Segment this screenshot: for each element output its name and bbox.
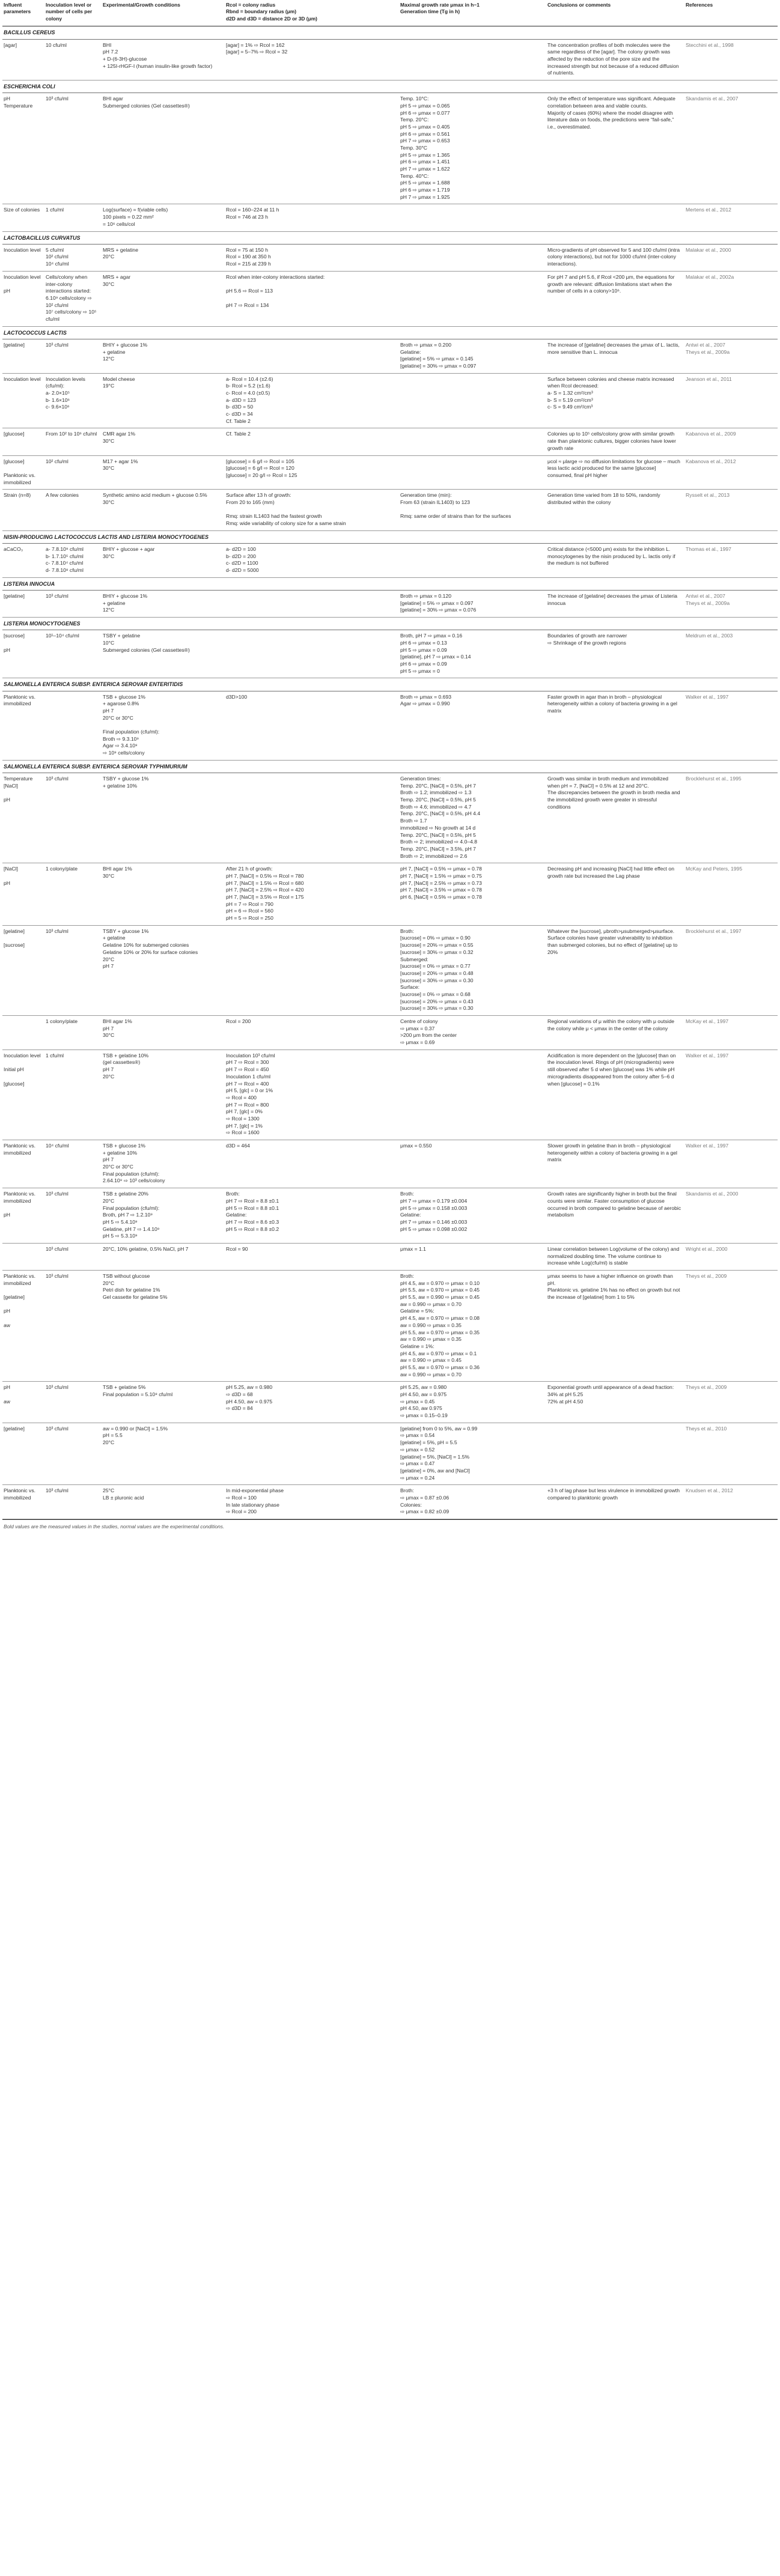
inoculation-level-cell: 10³ cfu/ml: [44, 339, 102, 373]
growth-conditions-cell: TSBY + glucose 1% + gelatine 10%: [102, 773, 225, 863]
header-max-growth-rate: Maximal growth rate μmax in h−1 Generation time (Tg in h): [399, 0, 546, 26]
influent-parameters-cell: Inoculation level Initial pH [glucose]: [2, 1050, 44, 1140]
growth-rate-cell: [399, 1050, 546, 1140]
influent-parameters-cell: [gelatine]: [2, 339, 44, 373]
colony-radius-cell: [agar] = 1% ⇨ Rcol = 162 [agar] = 5–7% ⇨ Rcol = 32: [225, 39, 399, 80]
table-row: [2, 543, 778, 577]
header-conclusions: Conclusions or comments: [546, 0, 684, 26]
inoculation-level-cell: Cells/colony when inter-colony interactions started: 6.10⁹ cells/colony ⇨ 10² cfu/ml 10⁷ cells/colony ⇨ 10⁵ cfu/ml: [44, 271, 102, 326]
growth-conditions-cell: TSB + glucose 1% + agarose 0.8% pH 7 20°C or 30°C Final population (cfu/ml): Broth ⇨ 9.3.10⁹ Agar ⇨ 3.4.10⁹ ⇨ 10⁹ cells/colony: [102, 691, 225, 760]
growth-rate-cell: [399, 428, 546, 455]
conclusions-cell: Surface between colonies and cheese matrix increased when Rcol decreased: a- S = 1.32 cm²/cm³ b- S = 5.19 cm²/cm³ c- S = 9.49 cm²/cm³: [546, 373, 684, 428]
table-row: [2, 1188, 778, 1244]
references-cell: Stecchini et al., 1998: [684, 39, 778, 80]
conclusions-cell: Slower growth in gelatine than in broth – physiological heterogeneity within a colony of bacteria growing in a gel matrix: [546, 1140, 684, 1188]
growth-conditions-cell: TSB + gelatine 10% (gel cassettes®) pH 7 20°C: [102, 1050, 225, 1140]
growth-rate-cell: Generation times: Temp. 20°C, [NaCl] = 0.5%, pH 7 Broth ⇨ 1.2; immobilized ⇨ 1.3 Temp. 20°C, [NaCl] = 0.5%, pH 5 Broth ⇨ 4.6; immobilized ⇨ 4.7 Temp. 20°C, [NaCl] = 0.5%, pH 4.4 Broth ⇨ 1.7 immobilized ⇨ No growth at 14 d Temp. 20°C, [NaCl] = 0.5%, pH 5 Broth ⇨ 2; immobilized ⇨ 4.0–4.8 Temp. 20°C, [NaCl] = 3.5%, pH 7 Broth ⇨ 2; immobilized ⇨ 2.6: [399, 773, 546, 863]
colony-radius-cell: Surface after 13 h of growth: From 20 to 165 (mm) Rmq: strain IL1403 had the fastest growth Rmq: wide variability of colony size for a same strain: [225, 490, 399, 530]
references-cell: Walker et al., 1997: [684, 1140, 778, 1188]
conclusions-cell: Faster growth in agar than in broth – physiological heterogeneity within a colony of bacteria growing in a gel matrix: [546, 691, 684, 760]
growth-rate-cell: [399, 543, 546, 577]
references-cell: Walker et al., 1997: [684, 1050, 778, 1140]
section-title: LISTERIA MONOCYTOGENES: [2, 617, 778, 630]
colony-radius-cell: Inoculation 10³ cfu/ml pH 7 ⇨ Rcol = 300 pH 7 ⇨ Rcol = 450 Inoculation 1 cfu/ml pH 7 ⇨ Rcol = 400 pH 5, [glc] = 0 or 1% ⇨ Rcol = 400 pH 7 ⇨ Rcol = 800 pH 7, [glc] = 0% ⇨ Rcol = 1300 pH 7, [glc] = 1% ⇨ Rcol = 1600: [225, 1050, 399, 1140]
conclusions-cell: [546, 1423, 684, 1485]
section-title: ESCHERICHIA COLI: [2, 80, 778, 93]
table-row: [2, 1423, 778, 1485]
section-header-row: [2, 617, 778, 630]
influent-parameters-cell: aCaCO₃: [2, 543, 44, 577]
growth-conditions-cell: 25°C LB ± pluronic acid: [102, 1485, 225, 1519]
growth-conditions-cell: BHIY + glucose 1% + gelatine 12°C: [102, 339, 225, 373]
inoculation-level-cell: Inoculation levels (cfu/ml): a- 2.0×10⁵ b- 1.6×10⁶ c- 9.6×10⁶: [44, 373, 102, 428]
growth-rate-cell: Temp. 10°C: pH 5 ⇨ μmax = 0.065 pH 6 ⇨ μmax = 0.077 Temp. 20°C: pH 5 ⇨ μmax = 0.405 pH 6 ⇨ μmax = 0.561 pH 7 ⇨ μmax = 0.653 Temp. 30°C pH 5 ⇨ μmax = 1.365 pH 6 ⇨ μmax = 1.451 pH 7 ⇨ μmax = 1.622 Temp. 40°C: pH 5 ⇨ μmax = 1.688 pH 6 ⇨ μmax = 1.719 pH 7 ⇨ μmax = 1.925: [399, 93, 546, 204]
section-header-row: [2, 678, 778, 691]
colony-radius-cell: pH 5.25, aw = 0.980 ⇨ d3D = 68 pH 4.50, aw = 0.975 ⇨ d3D = 84: [225, 1382, 399, 1423]
growth-conditions-cell: TSB + glucose 1% + gelatine 10% pH 7 20°C or 30°C Final population (cfu/ml): 2.64.10⁹ ⇨ 10³ cells/colony: [102, 1140, 225, 1188]
colony-radius-cell: Rcol = 200: [225, 1016, 399, 1050]
references-cell: Wright et al., 2000: [684, 1243, 778, 1270]
section-header-row: [2, 26, 778, 39]
influent-parameters-cell: Planktonic vs. immobilized: [2, 1485, 44, 1519]
table-row: [2, 428, 778, 455]
conclusions-cell: Growth was similar in broth medium and immobilized when pH = 7, [NaCl] = 0.5% at 12 and 20°C. The discrepancies between the growth in broth media and the immobilized growth were greater in stressful conditions: [546, 773, 684, 863]
influent-parameters-cell: [agar]: [2, 39, 44, 80]
growth-rate-cell: [399, 271, 546, 326]
conclusions-cell: Micro-gradients of pH observed for 5 and 100 cfu/ml (intra colony interactions), but not for 1000 cfu/ml (inter-colony interactions).: [546, 244, 684, 271]
table-row: [2, 244, 778, 271]
inoculation-level-cell: 1 colony/plate: [44, 863, 102, 926]
references-cell: McKay and Peters, 1995: [684, 863, 778, 926]
growth-conditions-cell: Synthetic amino acid medium + glucose 0.5% 30°C: [102, 490, 225, 530]
conclusions-cell: The increase of [gelatine] decreases the μmax of L. lactis, more sensitive than L. innocua: [546, 339, 684, 373]
influent-parameters-cell: [gelatine] [sucrose]: [2, 925, 44, 1015]
growth-rate-cell: [399, 244, 546, 271]
growth-conditions-cell: Model cheese 19°C: [102, 373, 225, 428]
influent-parameters-cell: [gelatine]: [2, 590, 44, 617]
colony-radius-cell: Rcol = 75 at 150 h Rcol = 190 at 350 h Rcol = 215 at 239 h: [225, 244, 399, 271]
growth-conditions-cell: MRS + agar 30°C: [102, 271, 225, 326]
header-influent-parameters: Influent parameters: [2, 0, 44, 26]
growth-conditions-cell: BHIY + glucose 1% + gelatine 12°C: [102, 590, 225, 617]
conclusions-cell: Growth rates are significantly higher in broth but the final counts were similar. Faster consumption of glucose occurred in broth compared to gelatine because of aerobic metabolism: [546, 1188, 684, 1244]
colony-radius-cell: a- d2D = 100 b- d2D = 200 c- d2D = 1100 d- d2D = 5000: [225, 543, 399, 577]
references-cell: Kabanova et al., 2009: [684, 428, 778, 455]
table-footnote: Bold values are the measured values in the studies, normal values are the experimental conditions.: [2, 1519, 778, 1534]
references-cell: Kabanova et al., 2012: [684, 455, 778, 490]
references-cell: Meldrum et al., 2003: [684, 630, 778, 678]
conclusions-cell: Boundaries of growth are narrower ⇨ Shrinkage of the growth regions: [546, 630, 684, 678]
references-cell: Knudsen et al., 2012: [684, 1485, 778, 1519]
inoculation-level-cell: 10² cfu/ml: [44, 455, 102, 490]
colony-radius-cell: [225, 339, 399, 373]
growth-conditions-cell: M17 + agar 1% 30°C: [102, 455, 225, 490]
inoculation-level-cell: 1 colony/plate: [44, 1016, 102, 1050]
colony-radius-cell: Broth: pH 7 ⇨ Rcol = 8.8 ±0.1 pH 5 ⇨ Rcol = 8.8 ±0.1 Gelatine: pH 7 ⇨ Rcol = 8.6 ±0.3 pH 5 ⇨ Rcol = 8.8 ±0.2: [225, 1188, 399, 1244]
colony-radius-cell: [225, 925, 399, 1015]
conclusions-cell: The concentration profiles of both molecules were the same regardless of the [agar]. The colony growth was affected by the reduction of the pore size and the increased strength but not because of a reduced diffusion of nutrients.: [546, 39, 684, 80]
growth-conditions-cell: BHI agar 1% pH 7 30°C: [102, 1016, 225, 1050]
header-inoculation-level: Inoculation level or number of cells per colony: [44, 0, 102, 26]
colony-radius-cell: [225, 590, 399, 617]
colony-radius-cell: Rcol when inter-colony interactions started: pH 5.6 ⇨ Rcol = 113 pH 7 ⇨ Rcol = 134: [225, 271, 399, 326]
growth-conditions-cell: BHI agar Submerged colonies (Gel cassettes®): [102, 93, 225, 204]
growth-rate-cell: Broth: pH 7 ⇨ μmax = 0.179 ±0.004 pH 5 ⇨ μmax = 0.158 ±0.003 Gelatine: pH 7 ⇨ μmax = 0.146 ±0.003 pH 5 ⇨ μmax = 0.098 ±0.002: [399, 1188, 546, 1244]
table-row: [2, 773, 778, 863]
influent-parameters-cell: Strain (n=8): [2, 490, 44, 530]
colony-radius-cell: [glucose] = 6 g/l ⇨ Rcol = 105 [glucose] = 6 g/l ⇨ Rcol = 120 [glucose] = 20 g/l ⇨ Rcol = 125: [225, 455, 399, 490]
colony-radius-cell: In mid-exponential phase ⇨ Rcol = 100 In late stationary phase ⇨ Rcol = 200: [225, 1485, 399, 1519]
section-title: SALMONELLA ENTERICA SUBSP. ENTERICA SEROVAR TYPHIMURIUM: [2, 760, 778, 773]
conclusions-cell: Acidification is more dependent on the [glucose] than on the inoculation level. Rings of pH (microgradients) were still observed after 5 d when [glucose] was 1% while pH microgradients disappeared from the colony after 5–6 d when [glucose] = 0.1%: [546, 1050, 684, 1140]
conclusions-cell: [546, 204, 684, 231]
section-header-row: [2, 326, 778, 339]
references-cell: McKay et al., 1997: [684, 1016, 778, 1050]
influent-parameters-cell: Inoculation level pH: [2, 271, 44, 326]
inoculation-level-cell: a- 7.8.10⁹ cfu/ml b- 1.7.10⁵ cfu/ml c- 7.8.10⁴ cfu/ml d- 7.8.10⁸ cfu/ml: [44, 543, 102, 577]
conclusions-cell: Colonies up to 10⁵ cells/colony grow with similar growth rate than planktonic cultures, bigger colonies have lower growth rate: [546, 428, 684, 455]
table-row: [2, 630, 778, 678]
growth-rate-cell: [399, 373, 546, 428]
references-cell: Walker et al., 1997: [684, 691, 778, 760]
table-row: [2, 1485, 778, 1519]
growth-conditions-cell: BHI agar 1% 30°C: [102, 863, 225, 926]
influent-parameters-cell: [2, 1016, 44, 1050]
references-cell: Brocklehurst et al., 1995: [684, 773, 778, 863]
inoculation-level-cell: 10³ cfu/ml: [44, 1423, 102, 1485]
influent-parameters-cell: [glucose] Planktonic vs. immobilized: [2, 455, 44, 490]
references-cell: Antwi et al., 2007 Theys et al., 2009a: [684, 339, 778, 373]
table-row: [2, 1243, 778, 1270]
references-cell: Skandamis et al., 2007: [684, 93, 778, 204]
growth-rate-cell: [399, 455, 546, 490]
table-row: [2, 590, 778, 617]
references-cell: Malakar et al., 2002a: [684, 271, 778, 326]
section-title: BACILLUS CEREUS: [2, 26, 778, 39]
growth-conditions-cell: MRS + gelatine 20°C: [102, 244, 225, 271]
colony-radius-cell: d3D>100: [225, 691, 399, 760]
table-row: [2, 39, 778, 80]
header-row: [2, 0, 778, 26]
section-title: SALMONELLA ENTERICA SUBSP. ENTERICA SEROVAR ENTERITIDIS: [2, 678, 778, 691]
section-header-row: [2, 231, 778, 244]
growth-rate-cell: μmax = 0.550: [399, 1140, 546, 1188]
conclusions-cell: Decreasing pH and increasing [NaCl] had little effect on growth rate but increased the Lag phase: [546, 863, 684, 926]
inoculation-level-cell: From 10² to 10⁶ cfu/ml: [44, 428, 102, 455]
growth-conditions-cell: Log(surface) = f(viable cells) 100 pixels = 0.22 mm² = 10⁶ cells/col: [102, 204, 225, 231]
conclusions-cell: μmax seems to have a higher influence on growth than pH. Planktonic vs. gelatine 1% has no effect on growth but not the increase of [gelatine] from 1 to 5%: [546, 1271, 684, 1382]
conclusions-cell: Whatever the [sucrose], μbroth>μsubmerged>μsurface. Surface colonies have greater vulnerability to inhibition than submerged colonies, but no effect of [gelatine] up to 20%: [546, 925, 684, 1015]
references-cell: Brocklehurst et al., 1997: [684, 925, 778, 1015]
colony-radius-cell: Rcol = 160–224 at 11 h Rcol = 746 at 23 h: [225, 204, 399, 231]
growth-rate-cell: Broth: pH 4.5, aw = 0.970 ⇨ μmax = 0.10 pH 5.5, aw = 0.970 ⇨ μmax = 0.45 pH 5.5, aw = 0.990 ⇨ μmax = 0.45 aw = 0.990 ⇨ μmax = 0.70 Gelatine = 5%: pH 4.5, aw = 0.970 ⇨ μmax = 0.08 aw = 0.990 ⇨ μmax = 0.35 pH 5.5, aw = 0.970 ⇨ μmax = 0.35 aw = 0.990 ⇨ μmax = 0.35 Gelatine = 1%: pH 4.5, aw = 0.970 ⇨ μmax = 0.1 aw = 0.990 ⇨ μmax = 0.45 pH 5.5, aw = 0.970 ⇨ μmax = 0.36 aw = 0.990 ⇨ μmax = 0.70: [399, 1271, 546, 1382]
conclusions-cell: Generation time varied from 18 to 50%, randomly distributed within the colony: [546, 490, 684, 530]
inoculation-level-cell: 10¹–10⁴ cfu/ml: [44, 630, 102, 678]
section-header-row: [2, 760, 778, 773]
colony-radius-cell: [225, 1423, 399, 1485]
table-body: [2, 26, 778, 1519]
table-row: [2, 691, 778, 760]
colony-radius-cell: [225, 773, 399, 863]
growth-conditions-cell: TSBY + gelatine 10°C Submerged colonies (Gel cassettes®): [102, 630, 225, 678]
colony-radius-cell: [225, 93, 399, 204]
section-title: NISIN-PRODUCING LACTOCOCCUS LACTIS AND LISTERIA MONOCYTOGENES: [2, 530, 778, 543]
influent-parameters-cell: pH Temperature: [2, 93, 44, 204]
growth-rate-cell: [399, 204, 546, 231]
section-title: LACTOCOCCUS LACTIS: [2, 326, 778, 339]
inoculation-level-cell: 10 cfu/ml: [44, 39, 102, 80]
growth-conditions-cell: 20°C, 10% gelatine, 0.5% NaCl, pH 7: [102, 1243, 225, 1270]
growth-rate-cell: pH 5.25, aw = 0.980 pH 4.50, aw = 0.975 ⇨ μmax = 0.45 pH 4.50, aw 0.975 ⇨ μmax = 0.15–0.19: [399, 1382, 546, 1423]
growth-conditions-cell: BHIY + glucose + agar 30°C: [102, 543, 225, 577]
growth-rate-cell: pH 7, [NaCl] = 0.5% ⇨ μmax = 0.78 pH 7, [NaCl] = 1.5% ⇨ μmax = 0.75 pH 7, [NaCl] = 2.5% ⇨ μmax = 0.73 pH 7, [NaCl] = 3.5% ⇨ μmax = 0.78 pH 6, [NaCl] = 0.5% ⇨ μmax = 0.78: [399, 863, 546, 926]
references-cell: Mertens et al., 2012: [684, 204, 778, 231]
inoculation-level-cell: 10³ cfu/ml: [44, 925, 102, 1015]
section-header-row: [2, 80, 778, 93]
table-row: [2, 339, 778, 373]
section-title: LACTOBACILLUS CURVATUS: [2, 231, 778, 244]
growth-rate-cell: Broth ⇨ μmax = 0.693 Agar ⇨ μmax = 0.990: [399, 691, 546, 760]
conclusions-cell: Exponential growth until appearance of a dead fraction: 34% at pH 5.25 72% at pH 4.50: [546, 1382, 684, 1423]
influent-parameters-cell: pH aw: [2, 1382, 44, 1423]
table-row: [2, 1271, 778, 1382]
table-row: [2, 93, 778, 204]
inoculation-level-cell: 10⁴ cfu/ml: [44, 1140, 102, 1188]
influent-parameters-cell: Inoculation level: [2, 373, 44, 428]
section-header-row: [2, 530, 778, 543]
table-row: [2, 863, 778, 926]
influent-parameters-cell: Planktonic vs. immobilized pH: [2, 1188, 44, 1244]
conclusions-cell: +3 h of lag phase but less virulence in immobilized growth compared to planktonic growth: [546, 1485, 684, 1519]
table-row: [2, 455, 778, 490]
growth-rate-cell: [gelatine] from 0 to 5%, aw = 0.99 ⇨ μmax = 0.54 [gelatine] = 5%, pH = 5.5 ⇨ μmax = 0.52 [gelatine] = 5%, [NaCl] = 1.5% ⇨ μmax = 0.47 [gelatine] = 0%, aw and [NaCl] ⇨ μmax = 0.24: [399, 1423, 546, 1485]
growth-rate-cell: Centre of colony ⇨ μmax = 0.37 >200 μm from the center ⇨ μmax = 0.69: [399, 1016, 546, 1050]
inoculation-level-cell: 5 cfu/ml 10² cfu/ml 10⁴ cfu/ml: [44, 244, 102, 271]
references-cell: Theys et al., 2009: [684, 1382, 778, 1423]
influent-parameters-cell: Planktonic vs. immobilized [gelatine] pH aw: [2, 1271, 44, 1382]
growth-conditions-cell: TSB without glucose 20°C Petri dish for gelatine 1% Gel cassette for gelatine 5%: [102, 1271, 225, 1382]
colony-radius-cell: a- Rcol = 10.4 (±2.6) b- Rcol = 5.2 (±1.6) c- Rcol = 4.0 (±0.5) a- d3D = 123 b- d3D = 50 c- d3D = 34 Cf. Table 2: [225, 373, 399, 428]
growth-conditions-cell: TSB ± gelatine 20% 20°C Final population (cfu/ml): Broth, pH 7 ⇨ 1.2.10⁹ pH 5 ⇨ 5.4.10⁹ Gelatine, pH 7 ⇨ 1.4.10⁹ pH 5 ⇨ 5.3.10⁹: [102, 1188, 225, 1244]
inoculation-level-cell: 10³ cfu/ml: [44, 93, 102, 204]
header-references: References: [684, 0, 778, 26]
references-cell: Jeanson et al., 2011: [684, 373, 778, 428]
table-row: [2, 925, 778, 1015]
colony-radius-cell: After 21 h of growth: pH 7, [NaCl] = 0.5% ⇨ Rcol = 780 pH 7, [NaCl] = 1.5% ⇨ Rcol = 680 pH 7, [NaCl] = 2.5% ⇨ Rcol = 420 pH 7, [NaCl] = 3.5% ⇨ Rcol = 175 pH = 7 ⇨ Rcol = 790 pH = 6 ⇨ Rcol = 560 pH = 5 ⇨ Rcol = 250: [225, 863, 399, 926]
table-row: [2, 1140, 778, 1188]
table-row: [2, 1050, 778, 1140]
references-cell: Theys et al., 2010: [684, 1423, 778, 1485]
growth-conditions-cell: aw = 0.990 or [NaCl] = 1.5% pH = 5.5 20°C: [102, 1423, 225, 1485]
table-row: [2, 271, 778, 326]
colony-radius-cell: d3D = 464: [225, 1140, 399, 1188]
influent-parameters-cell: [sucrose] pH: [2, 630, 44, 678]
growth-rate-cell: Broth: ⇨ μmax = 0.87 ±0.06 Colonies: ⇨ μmax = 0.82 ±0.09: [399, 1485, 546, 1519]
references-cell: Theys et al., 2009: [684, 1271, 778, 1382]
header-colony-radius: Rcol = colony radius Rbnd = boundary radius (μm) d2D and d3D = distance 2D or 3D (μm): [225, 0, 399, 26]
section-header-row: [2, 577, 778, 590]
conclusions-cell: Critical distance (<5000 μm) exists for the inhibition L. monocytogenes by the nisin produced by L. lactis only if the medium is not buffered: [546, 543, 684, 577]
inoculation-level-cell: 10³ cfu/ml: [44, 1243, 102, 1270]
conclusions-cell: Regional variations of μ within the colony with μ outside the colony while μ < μmax in the center of the colony: [546, 1016, 684, 1050]
growth-rate-cell: Broth: [sucrose] = 0% ⇨ μmax = 0.90 [sucrose] = 20% ⇨ μmax = 0.55 [sucrose] = 30% ⇨ μmax = 0.32 Submerged: [sucrose] = 0% ⇨ μmax = 0.77 [sucrose] = 20% ⇨ μmax = 0.48 [sucrose] = 30% ⇨ μmax = 0.30 Surface: [sucrose] = 0% ⇨ μmax = 0.68 [sucrose] = 20% ⇨ μmax = 0.43 [sucrose] = 30% ⇨ μmax = 0.30: [399, 925, 546, 1015]
growth-conditions-cell: TSB + gelatine 5% Final population = 5.10⁸ cfu/ml: [102, 1382, 225, 1423]
data-table: [2, 0, 778, 1519]
influent-parameters-cell: [gelatine]: [2, 1423, 44, 1485]
table-row: [2, 204, 778, 231]
references-cell: Thomas et al., 1997: [684, 543, 778, 577]
conclusions-cell: Linear correlation between Log(volume of the colony) and normalized doubling time. The volume continue to increase while Log(cfu/ml) is stable: [546, 1243, 684, 1270]
conclusions-cell: For pH 7 and pH 5.6, if Rcol <200 μm, the equations for growth are relevant: diffusion limitations start when the number of cells in a colony>10⁶.: [546, 271, 684, 326]
table-row: [2, 1382, 778, 1423]
inoculation-level-cell: A few colonies: [44, 490, 102, 530]
inoculation-level-cell: 1 cfu/ml: [44, 1050, 102, 1140]
references-cell: Rysselt et al., 2013: [684, 490, 778, 530]
inoculation-level-cell: 10³ cfu/ml: [44, 773, 102, 863]
growth-rate-cell: [399, 39, 546, 80]
inoculation-level-cell: [44, 691, 102, 760]
growth-rate-cell: Broth ⇨ μmax = 0.120 [gelatine] = 5% ⇨ μmax = 0.097 [gelatine] = 30% ⇨ μmax = 0.076: [399, 590, 546, 617]
inoculation-level-cell: 10³ cfu/ml: [44, 1382, 102, 1423]
section-title: LISTERIA INNOCUA: [2, 577, 778, 590]
inoculation-level-cell: 1 cfu/ml: [44, 204, 102, 231]
influent-parameters-cell: Temperature [NaCl] pH: [2, 773, 44, 863]
growth-rate-cell: μmax = 1.1: [399, 1243, 546, 1270]
conclusions-cell: μcol ≈ μlarge ⇨ no diffusion limitations for glucose – much less lactic acid produced for the same [glucose] consumed, final pH higher: [546, 455, 684, 490]
header-growth-conditions: Experimental/Growth conditions: [102, 0, 225, 26]
influent-parameters-cell: [NaCl] pH: [2, 863, 44, 926]
influent-parameters-cell: Planktonic vs. immobilized: [2, 1140, 44, 1188]
references-cell: Malakar et al., 2000: [684, 244, 778, 271]
growth-conditions-cell: CMR agar 1% 30°C: [102, 428, 225, 455]
influent-parameters-cell: Size of colonies: [2, 204, 44, 231]
influent-parameters-cell: [glucose]: [2, 428, 44, 455]
inoculation-level-cell: 10³ cfu/ml: [44, 1485, 102, 1519]
growth-rate-cell: Broth ⇨ μmax = 0.200 Gelatine: [gelatine] = 5% ⇨ μmax = 0.145 [gelatine] = 30% ⇨ μmax = 0.097: [399, 339, 546, 373]
references-cell: Antwi et al., 2007 Theys et al., 2009a: [684, 590, 778, 617]
table-row: [2, 490, 778, 530]
colony-radius-cell: Rcol = 90: [225, 1243, 399, 1270]
inoculation-level-cell: 10³ cfu/ml: [44, 590, 102, 617]
colony-radius-cell: [225, 630, 399, 678]
inoculation-level-cell: 10³ cfu/ml: [44, 1271, 102, 1382]
colony-radius-cell: [225, 1271, 399, 1382]
colony-radius-cell: Cf. Table 2: [225, 428, 399, 455]
growth-rate-cell: Generation time (min): From 63 (strain IL1403) to 123 Rmq: same order of strains than for the surfaces: [399, 490, 546, 530]
table-row: [2, 373, 778, 428]
influent-parameters-cell: Planktonic vs. immobilized: [2, 691, 44, 760]
inoculation-level-cell: 10³ cfu/ml: [44, 1188, 102, 1244]
conclusions-cell: Only the effect of temperature was significant. Adequate correlation between area and viable counts. Majority of cases (60%) where the model disagree with literature data on foods, the predictions were “fail-safe,” i.e., overestimated.: [546, 93, 684, 204]
influent-parameters-cell: [2, 1243, 44, 1270]
influent-parameters-cell: Inoculation level: [2, 244, 44, 271]
growth-conditions-cell: TSBY + glucose 1% + gelatine Gelatine 10% for submerged colonies Gelatine 10% or 20% for surface colonies 20°C pH 7: [102, 925, 225, 1015]
growth-conditions-cell: BHI pH 7.2 + D-(6-3H)-glucose + 125I-rHGF-I (human insulin-like growth factor): [102, 39, 225, 80]
conclusions-cell: The increase of [gelatine] decreases the μmax of Listeria innocua: [546, 590, 684, 617]
table-row: [2, 1016, 778, 1050]
references-cell: Skandamis et al., 2000: [684, 1188, 778, 1244]
growth-rate-cell: Broth, pH 7 ⇨ μmax = 0.16 pH 6 ⇨ μmax = 0.13 pH 5 ⇨ μmax = 0.09 [gelatine], pH 7 ⇨ μmax = 0.14 pH 6 ⇨ μmax = 0.09 pH 5 ⇨ μmax = 0: [399, 630, 546, 678]
